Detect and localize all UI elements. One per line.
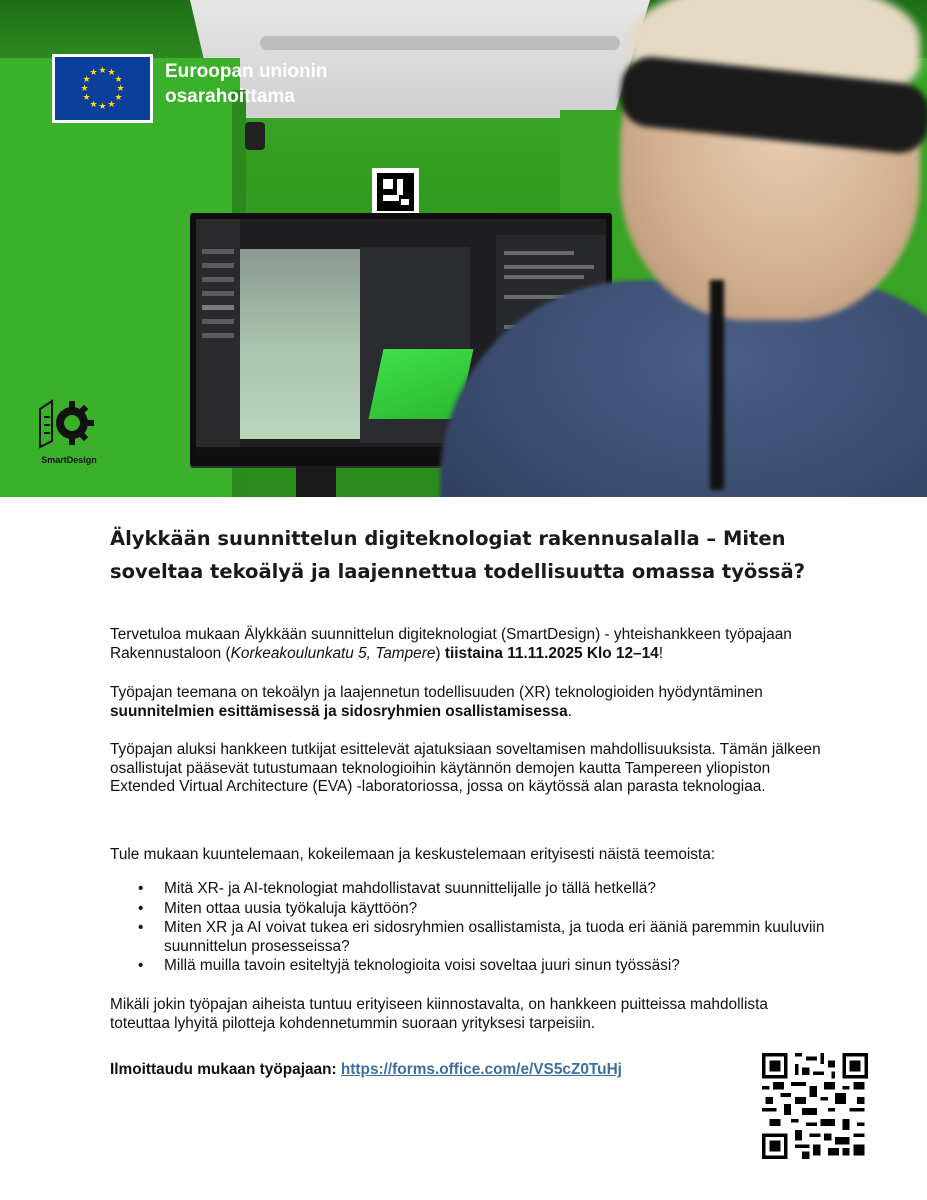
theme-paragraph <box>110 684 825 721</box>
eu-flag-icon: ★ ★ ★ ★ ★ ★ ★ ★ ★ ★ ★ ★ <box>55 57 150 120</box>
list-item: • Miten XR ja AI voivat tukea eri sidosryhmien osallistamista, ja tuoda eri ääniä paremmin kuuluviin suunnittelun prosesseissa? <box>110 919 825 956</box>
list-item: • Mitä XR- ja AI-teknologiat mahdollistavat suunnittelijalle jo tällä hetkellä? <box>110 880 825 899</box>
agenda-paragraph: Työpajan aluksi hankkeen tutkijat esittelevät ajatuksiaan soveltamisen mahdollisuuksista. Tämän jälkeen osallistujat pääsevät tutustumaan teknologioihin käytännön demojen kautta Tampereen yliopiston Extended Virtual Architecture (EVA) -laboratoriossa, jossa on käytössä alan parasta teknologiaa. <box>110 741 821 795</box>
theme-text-1: Työpajan teemana on tekoälyn ja laajennetun todellisuuden (XR) teknologioiden hyödyntäminen <box>110 684 763 701</box>
list-item: • Miten ottaa uusia työkaluja käyttöön? <box>110 900 825 919</box>
3d-viewport <box>240 249 360 439</box>
eu-text-line2: osarahoittama <box>165 86 295 107</box>
intro-text-3: ! <box>658 644 664 662</box>
intro-text-1: Tervetuloa mukaan Älykkään suunnittelun digiteknologiat (SmartDesign) - yhteishankkeen työpajaan Rakennustaloon ( <box>110 626 792 662</box>
smartdesign-name: SmartDesign <box>41 455 97 465</box>
eu-text-line1: Euroopan unionin <box>165 61 328 82</box>
page-title: Älykkään suunnittelun digiteknologiat rakennusalalla – Miten soveltaa tekoälyä ja laajennettua todellisuutta omassa työssä? <box>110 527 806 583</box>
topic-list <box>110 880 825 977</box>
theme-text-2: . <box>567 702 572 720</box>
monitor-stand <box>296 466 336 497</box>
eu-funding-text <box>165 59 328 109</box>
list-item: • Millä muilla tavoin esiteltyjä teknologioita voisi soveltaa juuri sinun työssäsi? <box>110 957 825 976</box>
intro-address: Korkeakoulunkatu 5, Tampere <box>230 644 436 662</box>
registration-link[interactable]: https://forms.office.com/e/VS5cZ0TuHj <box>340 1061 622 1078</box>
tracking-camera <box>245 122 265 150</box>
person-with-headset <box>560 0 927 497</box>
software-sidebar <box>196 219 240 455</box>
intro-text-2: ) <box>435 644 445 662</box>
registration-label: Ilmoittaudu mukaan työpajaan: <box>110 1061 341 1078</box>
pilot-paragraph: Mikäli jokin työpajan aiheista tuntuu erityiseen kiinnostavalta, on hankkeen puitteissa mahdollista toteuttaa lyhyitä pilotteja kohdennetummin suoraan yrityksesi tarpeisiin. <box>110 996 768 1032</box>
intro-datetime: tiistaina 11.11.2025 Klo 12–14 <box>444 644 659 662</box>
tracking-marker <box>372 168 419 216</box>
qr-code-icon <box>762 1053 868 1159</box>
invite-paragraph: Tule mukaan kuuntelemaan, kokeilemaan ja keskustelemaan erityisesti näistä teemoista: <box>110 846 716 863</box>
theme-bold: suunnitelmien esittämisessä ja sidosryhmien osallistamisessa <box>110 702 568 720</box>
intro-paragraph <box>110 626 825 663</box>
eu-logo <box>52 54 153 123</box>
registration <box>110 1061 622 1079</box>
